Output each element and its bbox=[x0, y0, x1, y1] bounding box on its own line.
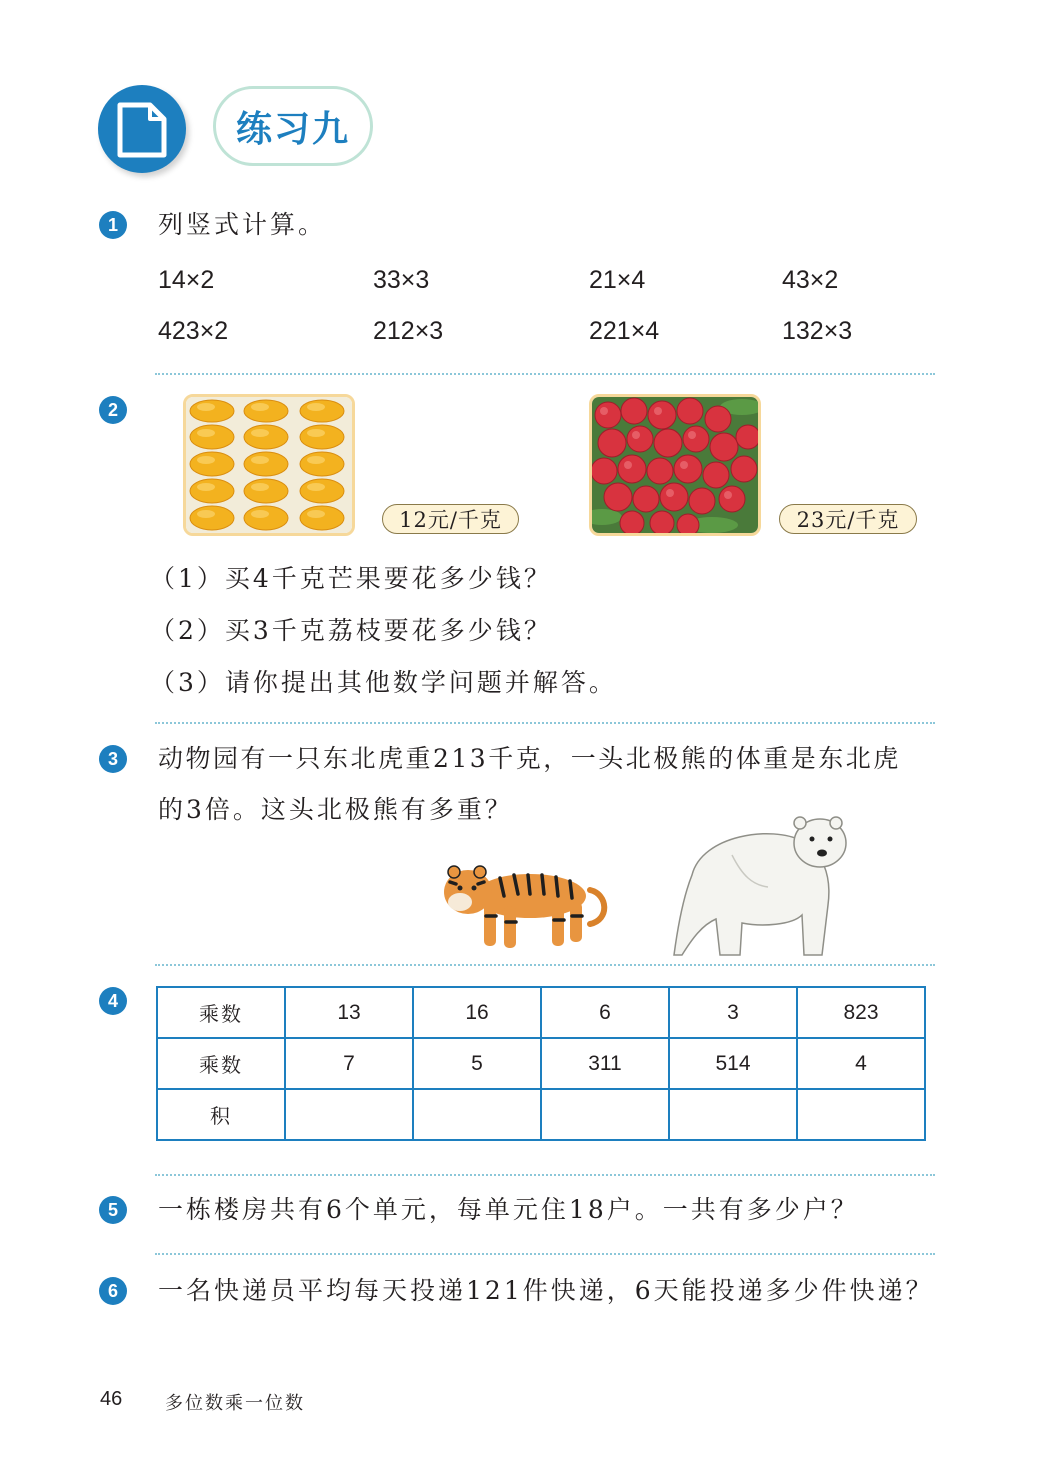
page-title: 练习九 bbox=[235, 107, 350, 150]
q3-text-line-1: 动物园有一只东北虎重213千克，一头北极熊的体重是东北虎 bbox=[158, 744, 901, 773]
exercise-title-pill bbox=[213, 86, 373, 166]
row-header-multiplier: 乘数 bbox=[157, 987, 285, 1038]
mango-image bbox=[183, 394, 355, 536]
polar-bear-illustration bbox=[672, 815, 852, 965]
table-cell: 6 bbox=[541, 987, 669, 1038]
table-cell: 5 bbox=[413, 1038, 541, 1089]
q1-expression: 132×3 bbox=[782, 317, 853, 345]
chapter-title: 多位数乘一位数 bbox=[165, 1393, 305, 1414]
section-divider bbox=[155, 1174, 935, 1176]
answer-cell[interactable] bbox=[541, 1089, 669, 1140]
table-cell: 3 bbox=[669, 987, 797, 1038]
row-header-multiplier: 乘数 bbox=[157, 1038, 285, 1089]
q1-expression: 423×2 bbox=[158, 317, 229, 345]
q6-text: 一名快递员平均每天投递121件快递，6天能投递多少件快递？ bbox=[158, 1276, 934, 1305]
document-icon-badge bbox=[98, 85, 186, 173]
answer-cell[interactable] bbox=[285, 1089, 413, 1140]
row-header-product: 积 bbox=[157, 1089, 285, 1140]
lychee-image bbox=[589, 394, 761, 536]
section-divider bbox=[155, 1253, 935, 1255]
section-divider bbox=[155, 373, 935, 375]
answer-cell[interactable] bbox=[413, 1089, 541, 1140]
question-number-2: 2 bbox=[99, 396, 127, 424]
q1-expression: 14×2 bbox=[158, 266, 215, 294]
table-row bbox=[157, 987, 925, 1038]
table-cell: 13 bbox=[285, 987, 413, 1038]
table-cell: 311 bbox=[541, 1038, 669, 1089]
q3-text-line-2: 的3倍。这头北极熊有多重？ bbox=[158, 795, 513, 824]
q2-subquestion-1: （1）买4千克芒果要花多少钱？ bbox=[150, 564, 552, 593]
answer-cell[interactable] bbox=[797, 1089, 925, 1140]
table-row bbox=[157, 1038, 925, 1089]
table-cell: 7 bbox=[285, 1038, 413, 1089]
table-cell: 4 bbox=[797, 1038, 925, 1089]
tiger-illustration bbox=[440, 850, 612, 960]
q1-expression: 221×4 bbox=[589, 317, 660, 345]
multiplication-table bbox=[156, 986, 926, 1141]
table-row bbox=[157, 1089, 925, 1140]
q1-expression: 33×3 bbox=[373, 266, 430, 294]
section-divider bbox=[155, 964, 935, 966]
q1-prompt: 列竖式计算。 bbox=[158, 210, 327, 239]
question-number-3: 3 bbox=[99, 745, 127, 773]
section-divider bbox=[155, 722, 935, 724]
table-cell: 514 bbox=[669, 1038, 797, 1089]
document-icon bbox=[116, 101, 168, 159]
mango-price-tag: 12元/千克 bbox=[382, 504, 519, 534]
table-cell: 16 bbox=[413, 987, 541, 1038]
table-cell: 823 bbox=[797, 987, 925, 1038]
q5-text: 一栋楼房共有6个单元，每单元住18户。一共有多少户？ bbox=[158, 1195, 859, 1224]
question-number-5: 5 bbox=[99, 1196, 127, 1224]
q1-expression: 212×3 bbox=[373, 317, 444, 345]
q2-subquestion-3: （3）请你提出其他数学问题并解答。 bbox=[150, 668, 617, 697]
answer-cell[interactable] bbox=[669, 1089, 797, 1140]
question-number-1: 1 bbox=[99, 211, 127, 239]
question-number-6: 6 bbox=[99, 1277, 127, 1305]
page-number: 46 bbox=[100, 1388, 123, 1410]
q1-expression: 21×4 bbox=[589, 266, 646, 294]
q2-subquestion-2: （2）买3千克荔枝要花多少钱？ bbox=[150, 616, 552, 645]
lychee-price-tag: 23元/千克 bbox=[779, 504, 917, 534]
question-number-4: 4 bbox=[99, 987, 127, 1015]
q1-expression: 43×2 bbox=[782, 266, 839, 294]
